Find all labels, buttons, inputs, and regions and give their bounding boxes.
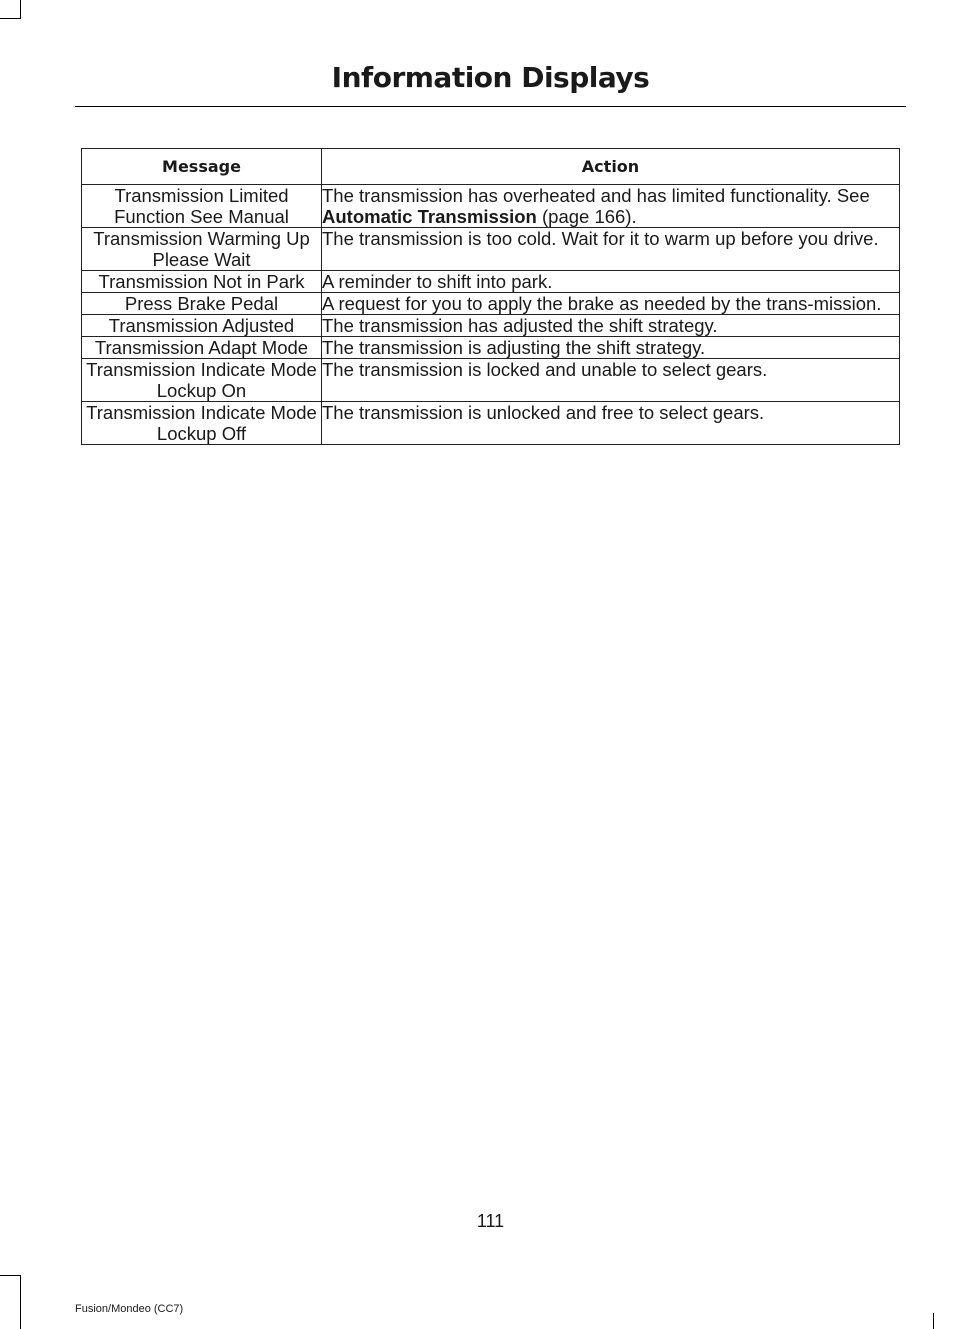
table-row	[82, 337, 900, 359]
column-header-message: Message	[82, 149, 322, 185]
table-header-row	[82, 149, 900, 185]
action-page-reference: (page 166).	[536, 206, 637, 227]
table-row	[82, 185, 900, 228]
message-table	[81, 148, 900, 445]
crop-mark-bottom-left-v	[20, 1275, 21, 1329]
action-cell: The transmission has adjusted the shift strategy.	[322, 315, 900, 337]
action-cell	[322, 185, 900, 228]
title-divider	[75, 106, 906, 107]
crop-mark-top-left-v	[20, 0, 21, 18]
page-title: Information Displays	[331, 61, 650, 94]
table-row	[82, 315, 900, 337]
action-cell: A request for you to apply the brake as needed by the trans-mission.	[322, 293, 900, 315]
footer-model-label: Fusion/Mondeo (CC7)	[75, 1303, 184, 1315]
message-cell: Press Brake Pedal	[82, 293, 322, 315]
message-cell: Transmission Not in Park	[82, 271, 322, 293]
table-row	[82, 359, 900, 402]
message-cell: Transmission Warming Up Please Wait	[82, 228, 322, 271]
message-cell: Transmission Indicate Mode Lockup On	[82, 359, 322, 402]
crop-mark-top-left-h	[0, 18, 21, 19]
action-cell: A reminder to shift into park.	[322, 271, 900, 293]
action-cell: The transmission is too cold. Wait for it to warm up before you drive.	[322, 228, 900, 271]
message-cell: Transmission Adapt Mode	[82, 337, 322, 359]
action-cell: The transmission is unlocked and free to select gears.	[322, 402, 900, 445]
crop-mark-bottom-right-v	[933, 1313, 934, 1329]
table-row	[82, 402, 900, 445]
message-cell: Transmission Indicate Mode Lockup Off	[82, 402, 322, 445]
action-cell: The transmission is locked and unable to select gears.	[322, 359, 900, 402]
column-header-action: Action	[322, 149, 900, 185]
page-number: 111	[476, 1211, 505, 1231]
action-text: The transmission has overheated and has limited functionality. See	[322, 185, 870, 206]
message-cell: Transmission Limited Function See Manual	[82, 185, 322, 228]
table-row	[82, 228, 900, 271]
table-row	[82, 271, 900, 293]
crop-mark-bottom-left-h	[0, 1275, 21, 1276]
action-cell: The transmission is adjusting the shift strategy.	[322, 337, 900, 359]
message-cell: Transmission Adjusted	[82, 315, 322, 337]
table-row	[82, 293, 900, 315]
cross-reference-link[interactable]: Automatic Transmission	[322, 206, 537, 227]
